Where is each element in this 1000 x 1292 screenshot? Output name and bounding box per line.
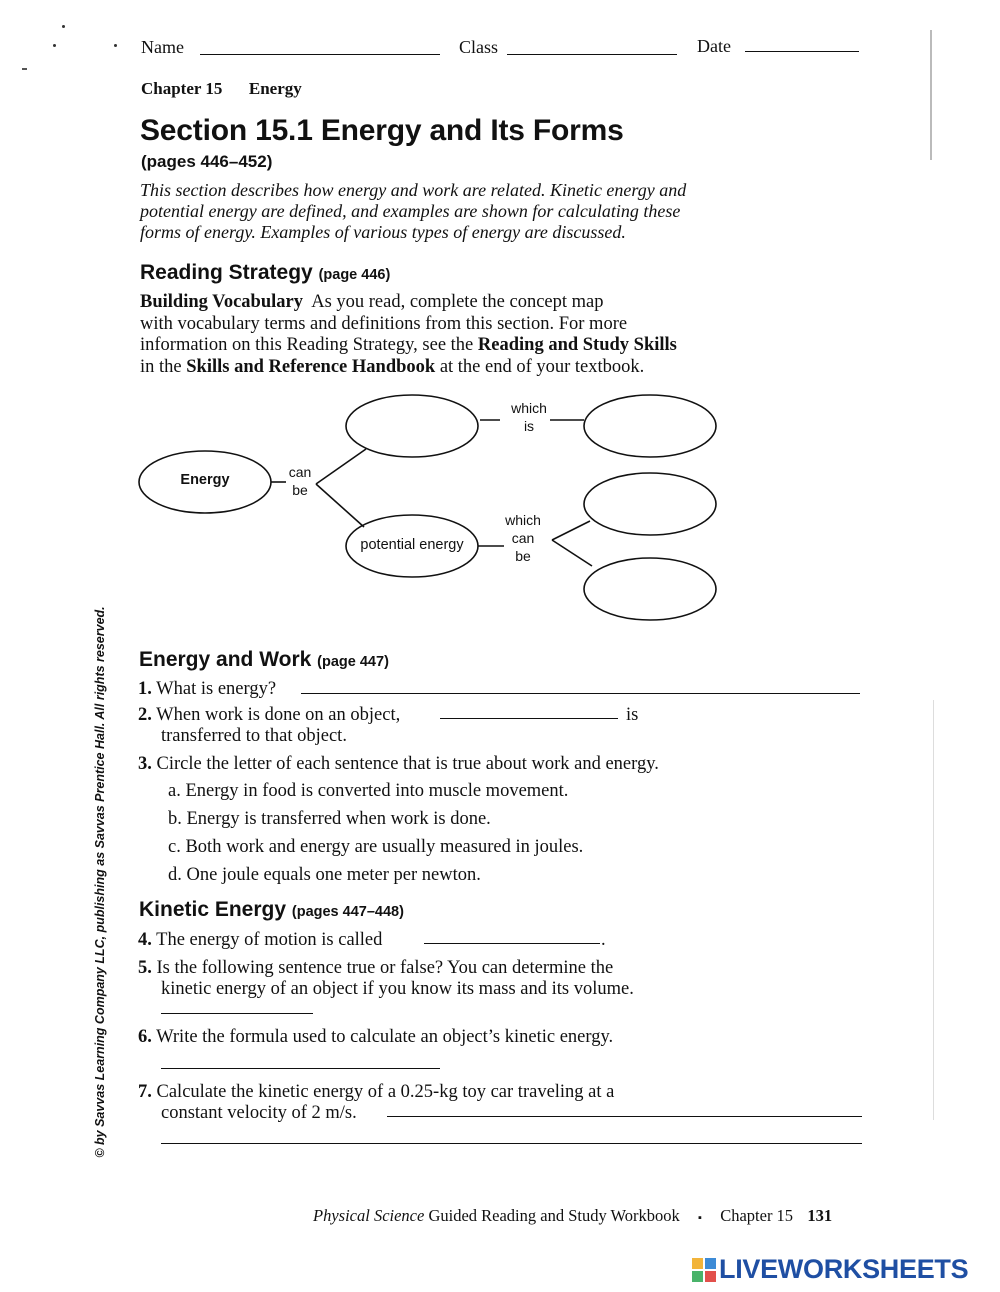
- footer-book-title: Physical Science: [313, 1206, 425, 1225]
- kinetic-energy-heading: [139, 898, 404, 922]
- connector-word: can: [511, 530, 535, 546]
- question-5: [138, 957, 613, 979]
- question-3: [138, 753, 659, 775]
- footer-book-subtitle: Guided Reading and Study Workbook: [428, 1206, 680, 1225]
- answer-line-q1[interactable]: [301, 693, 860, 694]
- blank-node-definition[interactable]: [584, 395, 716, 457]
- answer-line-q2[interactable]: [440, 718, 618, 719]
- option-a[interactable]: a. Energy in food is converted into muscle movement.: [168, 781, 569, 801]
- heading-text: Energy and Work: [139, 648, 312, 671]
- scan-speck: [53, 44, 56, 47]
- connector-word: which: [511, 400, 547, 416]
- question-2-is: is: [626, 705, 639, 725]
- question-2: [138, 704, 400, 726]
- energy-work-heading: [139, 648, 389, 672]
- date-label: Date: [697, 36, 731, 56]
- question-7-cont: constant velocity of 2 m/s.: [161, 1103, 357, 1123]
- intro-line: potential energy are defined, and examples are shown for calculating these: [140, 201, 681, 221]
- question-number: 1.: [138, 679, 152, 699]
- question-5-cont: kinetic energy of an object if you know its mass and its volume.: [161, 979, 634, 999]
- option-d[interactable]: d. One joule equals one meter per newton.: [168, 865, 481, 885]
- connector-line: [316, 449, 366, 484]
- heading-text: Reading Strategy: [140, 261, 313, 284]
- question-number: 4.: [138, 930, 152, 950]
- connector-line: [552, 521, 590, 540]
- liveworksheets-logo: [692, 1254, 968, 1285]
- section-pages: (pages 446–452): [141, 152, 273, 171]
- chapter-label: Chapter 15: [141, 79, 223, 98]
- connector-line: [316, 484, 364, 527]
- question-number: 3.: [138, 754, 152, 774]
- footer-chapter: Chapter 15: [720, 1206, 794, 1225]
- question-4-period: .: [601, 930, 606, 950]
- heading-pages: (page 447): [317, 654, 389, 670]
- body-line: at the end of your textbook.: [439, 356, 645, 377]
- scan-speck: [114, 44, 117, 47]
- connector-word: is: [523, 418, 535, 434]
- heading-pages: (page 446): [318, 267, 391, 283]
- question-2-cont: transferred to that object.: [161, 726, 347, 746]
- question-number: 2.: [138, 705, 152, 725]
- question-text: The energy of motion is called: [156, 930, 383, 950]
- connector-word: can: [288, 464, 312, 480]
- page-edge-mark: [930, 30, 932, 160]
- question-1: [138, 678, 276, 700]
- body-line: information on this Reading Strategy, see the: [140, 335, 474, 355]
- answer-line-q5[interactable]: [161, 1013, 313, 1014]
- body-line: As you read, complete the concept map: [311, 292, 604, 312]
- option-c[interactable]: c. Both work and energy are usually measured in joules.: [168, 837, 584, 857]
- chapter-title: Energy: [248, 79, 302, 98]
- heading-pages: (pages 447–448): [291, 904, 404, 920]
- connector-word: be: [292, 482, 308, 498]
- logo-grid-icon: [692, 1258, 716, 1282]
- question-text: Calculate the kinetic energy of a 0.25-kg toy car traveling at a: [156, 1082, 615, 1102]
- blank-node-kinetic[interactable]: [346, 395, 478, 457]
- footer: [313, 1206, 832, 1226]
- body-line: in the: [140, 356, 182, 377]
- scan-speck: [22, 68, 27, 70]
- connector-line: [552, 540, 592, 566]
- lead-text: Building Vocabulary: [140, 292, 303, 312]
- energy-node-label: Energy: [180, 472, 230, 488]
- which-can-be-label: [496, 511, 550, 565]
- bold-term: Reading and Study Skills: [477, 335, 677, 355]
- question-number: 5.: [138, 958, 152, 978]
- connector-word: be: [515, 548, 531, 564]
- question-text: When work is done on an object,: [156, 705, 401, 725]
- answer-line-q7b[interactable]: [161, 1143, 862, 1144]
- logo-wordmark: LIVEWORKSHEETS: [719, 1254, 969, 1284]
- body-line: with vocabulary terms and definitions from this section. For more: [140, 313, 628, 334]
- which-is-label: [500, 399, 558, 435]
- footer-bullet: ▪: [698, 1212, 702, 1224]
- page-edge-mark: [933, 700, 934, 1120]
- answer-line-q4[interactable]: [424, 943, 600, 944]
- question-7: [138, 1081, 614, 1103]
- question-number: 6.: [138, 1027, 152, 1047]
- question-text: Write the formula used to calculate an object’s kinetic energy.: [156, 1027, 614, 1047]
- bold-term: Skills and Reference Handbook: [186, 356, 436, 377]
- connector-word: which: [505, 512, 541, 528]
- question-text: What is energy?: [156, 679, 277, 699]
- footer-page-number: 131: [807, 1206, 833, 1225]
- question-number: 7.: [138, 1082, 152, 1102]
- question-text: Is the following sentence true or false? You can determine the: [156, 958, 614, 978]
- intro-line: forms of energy. Examples of various types of energy are discussed.: [140, 222, 626, 242]
- answer-line-q7a[interactable]: [387, 1116, 862, 1117]
- potential-energy-label: potential energy: [360, 537, 464, 553]
- name-label: Name: [141, 37, 184, 57]
- blank-node-potential-type-1[interactable]: [584, 473, 716, 535]
- heading-text: Kinetic Energy: [139, 898, 287, 921]
- section-title: Section 15.1 Energy and Its Forms: [140, 114, 624, 147]
- blank-node-potential-type-2[interactable]: [584, 558, 716, 620]
- question-6: [138, 1026, 613, 1048]
- copyright-notice: © by Savvas Learning Company LLC, publishing as Savvas Prentice Hall. All rights reserved.: [93, 606, 107, 1158]
- class-label: Class: [459, 37, 499, 57]
- question-4: [138, 929, 382, 951]
- answer-line-q6[interactable]: [161, 1068, 440, 1069]
- question-text: Circle the letter of each sentence that is true about work and energy.: [156, 754, 659, 774]
- can-be-label: [284, 463, 316, 499]
- scan-speck: [62, 25, 65, 28]
- intro-line: This section describes how energy and work are related. Kinetic energy and: [140, 180, 687, 200]
- option-b[interactable]: b. Energy is transferred when work is done.: [168, 809, 491, 829]
